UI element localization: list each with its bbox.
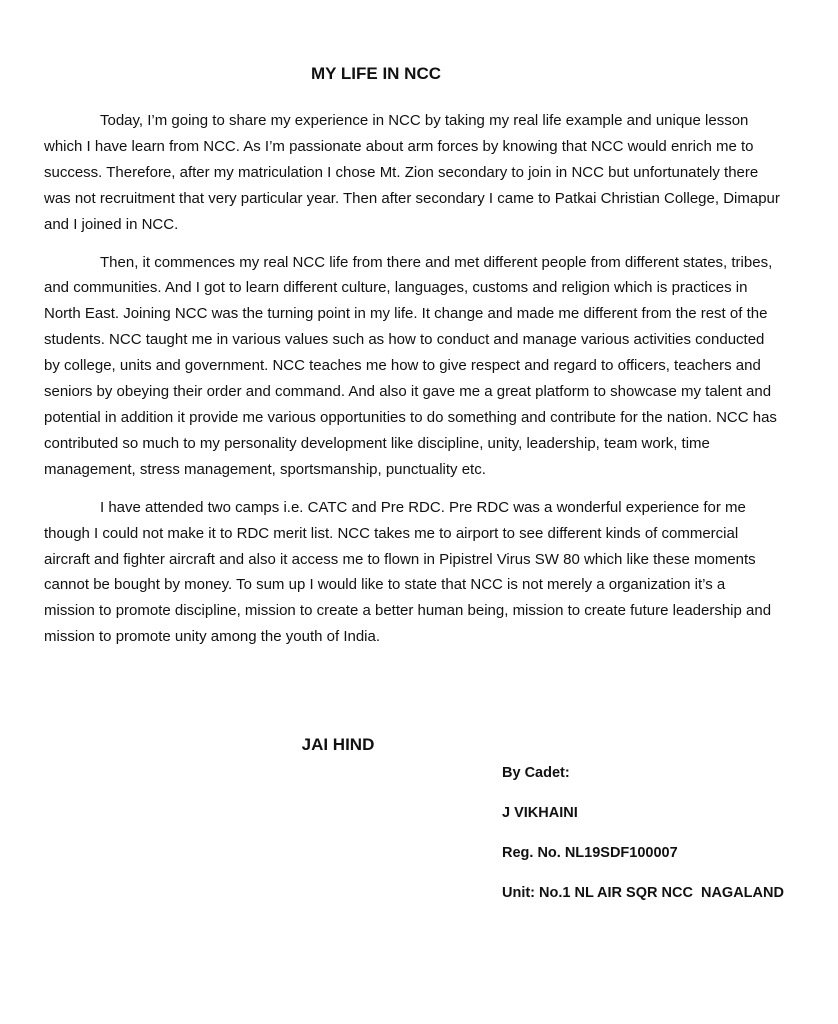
document-title: MY LIFE IN NCC: [310, 64, 442, 83]
signature-unit: Unit: No.1 NL AIR SQR NCC NAGALAND: [502, 885, 784, 901]
signature-name: J VIKHAINI: [502, 805, 578, 821]
signature-by-line: By Cadet:: [502, 765, 570, 781]
paragraph-3: I have attended two camps i.e. CATC and Pre RDC. Pre RDC was a wonderful experience for me though I could not make it to RDC merit list. NCC takes me to airport to see different kinds of commercial aircraft and fighter aircraft and also it access me to flown in Pipistrel Virus SW 80 which like these moments cannot be bought by money. To sum up I would like to state that NCC is not merely a organization it’s a mission to promote discipline, mission to create a better human being, mission to create future leadership and mission to promote unity among the youth of India.: [44, 498, 772, 646]
document-body: [44, 108, 780, 662]
signature-reg-no: Reg. No. NL19SDF100007: [502, 845, 678, 861]
signature-block: [502, 763, 822, 923]
closing-salutation: JAI HIND: [301, 735, 375, 754]
paragraph-1: Today, I’m going to share my experience in NCC by taking my real life example and unique lesson which I have learn from NCC. As I’m passionate about arm forces by knowing that NCC would enrich me to success. Therefore, after my matriculation I chose Mt. Zion secondary to join in NCC but unfortunately there was not recruitment that very particular year. Then after secondary I came to Patkai Christian College, Dimapur and I joined in NCC.: [44, 112, 780, 233]
paragraph-2: Then, it commences my real NCC life from there and met different people from different states, tribes, and communities. And I got to learn different culture, languages, customs and religion which is practices in North East. Joining NCC was the turning point in my life. It change and made me different from the rest of the students. NCC taught me in various values such as how to conduct and manage various activities conducted by college, units and government. NCC teaches me how to give respect and regard to officers, teachers and seniors by obeying their order and command. And also it gave me a great platform to showcase my talent and potential in addition it provide me various opportunities to do something and contribute for the nation. NCC has contributed so much to my personality development like discipline, unity, leadership, team work, time management, stress management, sportsmanship, punctuality etc.: [44, 253, 777, 478]
